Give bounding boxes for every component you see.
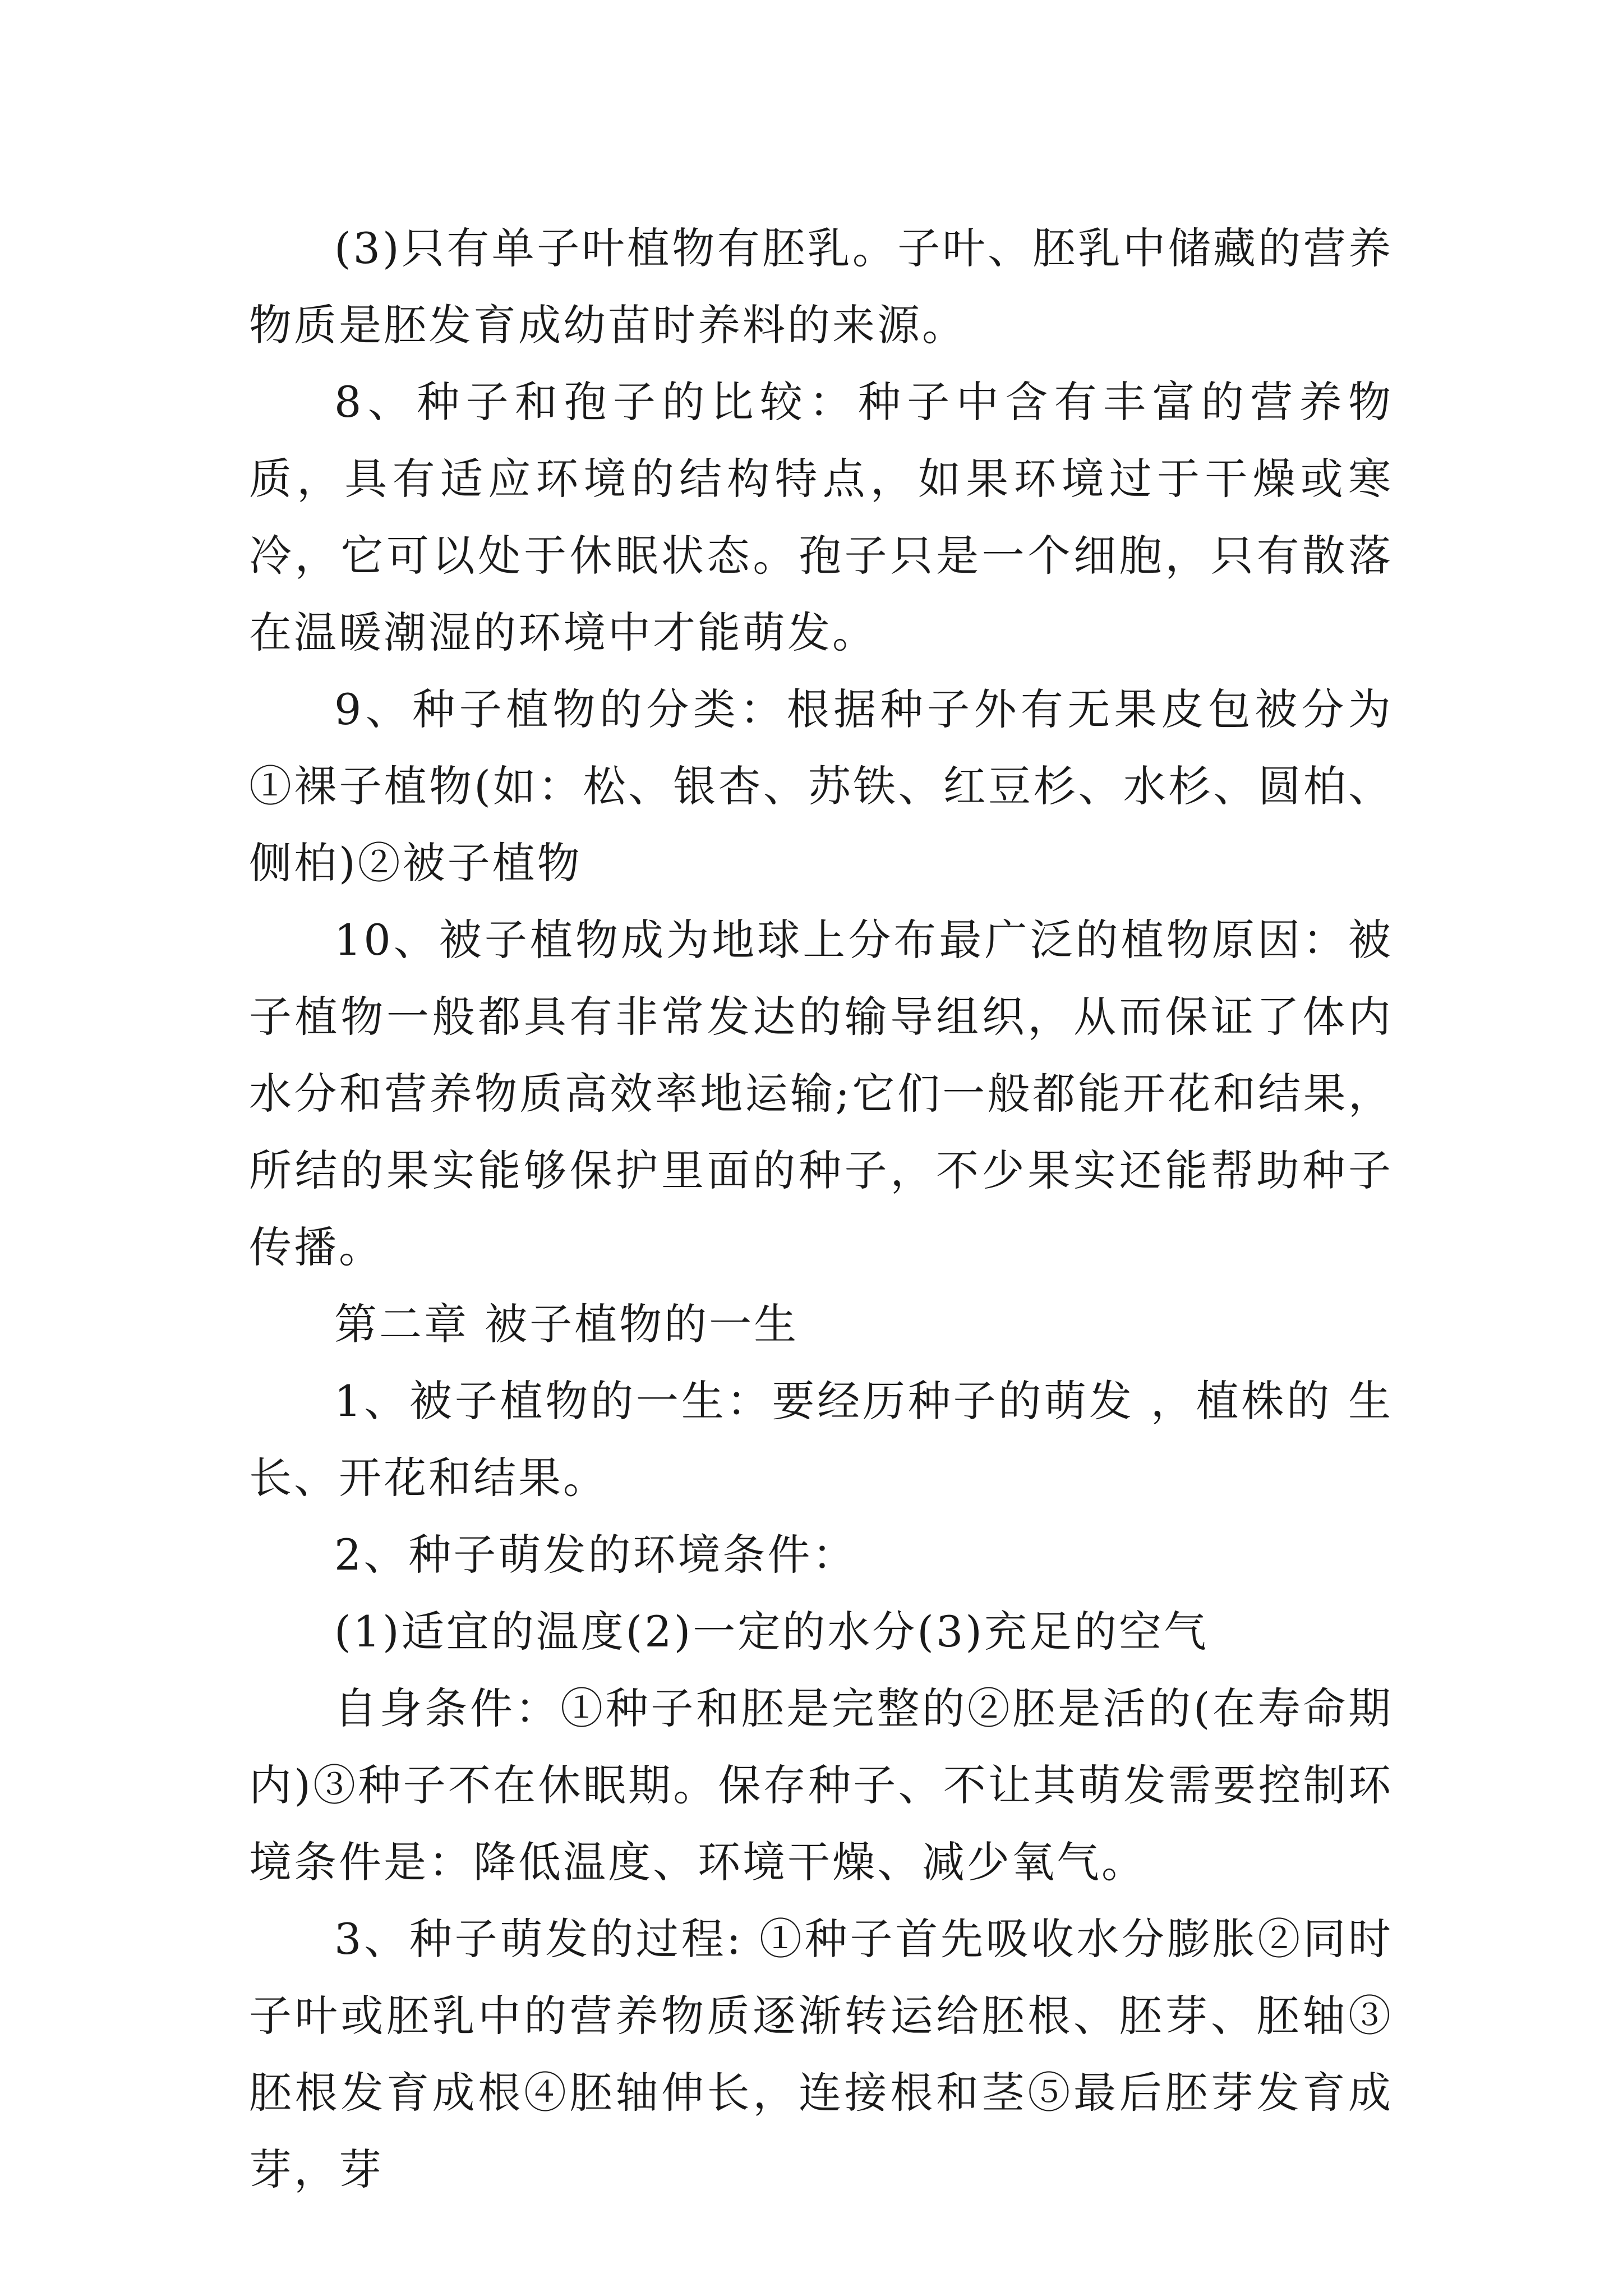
paragraph-germination-process: 3、种子萌发的过程: ①种子首先吸收水分膨胀②同时子叶或胚乳中的营养物质逐渐转运给胚根、胚芽、胚轴③胚根发育成根④胚轴伸长，连接根和茎⑤最后胚芽发育成芽，芽: [249, 1914, 1393, 2194]
paragraph-seed-plant-classification: 9、种子植物的分类：根据种子外有无果皮包被分为①裸子植物(如：松、银杏、苏铁、红豆杉、水杉、圆柏、侧柏)②被子植物: [249, 684, 1393, 888]
paragraph-environment-factors: (1)适宜的温度(2)一定的水分(3)充足的空气: [334, 1607, 1209, 1657]
chapter-heading: 第二章 被子植物的一生: [334, 1299, 799, 1349]
paragraph-self-conditions: 自身条件：①种子和胚是完整的②胚是活的(在寿命期内)③种子不在休眠期。保存种子、不让其萌发需要控制环境条件是：降低温度、环境干燥、减少氧气。: [249, 1683, 1393, 1887]
paragraph-seed-spore-comparison: 8、种子和孢子的比较：种子中含有丰富的营养物质，具有适应环境的结构特点，如果环境过于干燥或寒冷，它可以处于休眠状态。孢子只是一个细胞，只有散落在温暖潮湿的环境中才能萌发。: [249, 377, 1393, 657]
paragraph-germination-conditions: 2、种子萌发的环境条件：: [334, 1530, 857, 1580]
paragraph-angiosperm-distribution: 10、被子植物成为地球上分布最广泛的植物原因：被子植物一般都具有非常发达的输导组织，从而保证了体内水分和营养物质高效率地运输;它们一般都能开花和结果，所结的果实能够保护里面的种子，不少果实还能帮助种子传播。: [249, 915, 1393, 1272]
document-body: [249, 210, 1393, 2208]
paragraph-angiosperm-life: 1、被子植物的一生：要经历种子的萌发 ，植株的 生长、开花和结果。: [249, 1376, 1393, 1503]
paragraph-endosperm: (3)只有单子叶植物有胚乳。子叶、胚乳中储藏的营养物质是胚发育成幼苗时养料的来源。: [249, 223, 1393, 350]
